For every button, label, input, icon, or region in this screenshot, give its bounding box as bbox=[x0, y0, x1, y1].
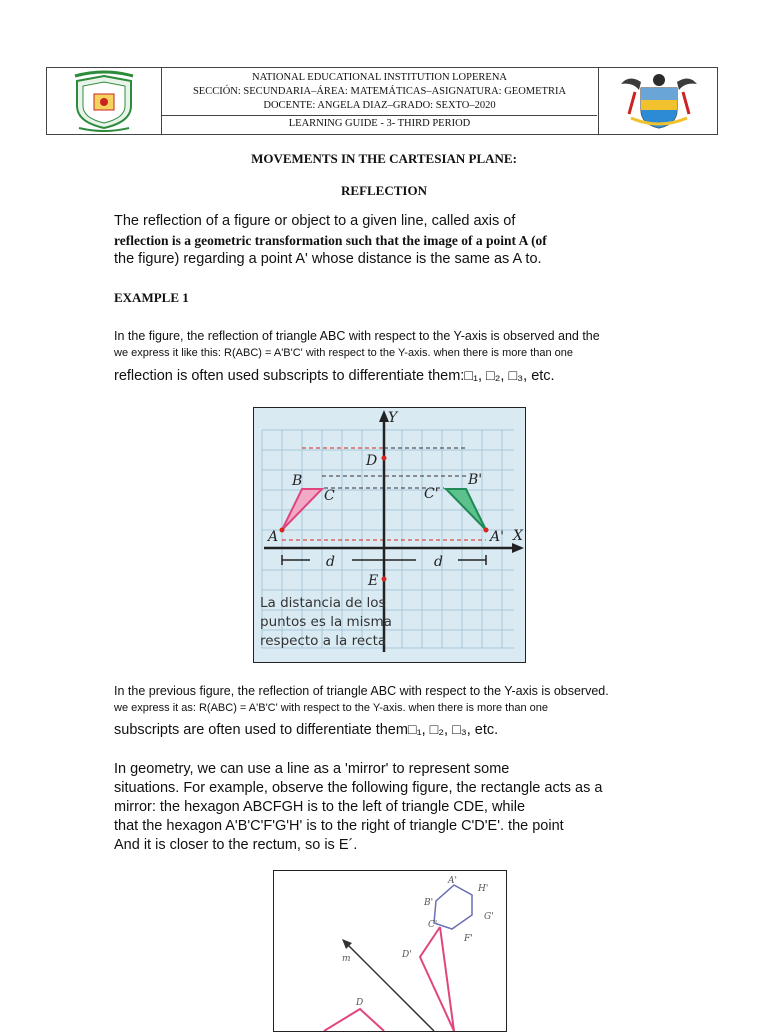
caption-line-1: La distancia de los bbox=[260, 595, 386, 611]
page-title: MOVEMENTS IN THE CARTESIAN PLANE: bbox=[251, 151, 517, 166]
reflection-figure bbox=[253, 407, 526, 663]
point-a bbox=[280, 528, 285, 533]
mirror-line-4: that the hexagon A'B'C'F'G'H' is to the right of triangle C'D'E'. the point bbox=[114, 818, 564, 834]
reflection-graph bbox=[254, 408, 525, 662]
label-b: B bbox=[292, 473, 303, 489]
document-header bbox=[46, 67, 718, 135]
label-a-prime-2: A' bbox=[448, 876, 457, 886]
triangle-prime bbox=[420, 927, 454, 1031]
label-y: Y bbox=[388, 410, 398, 426]
example-heading: EXAMPLE 1 bbox=[114, 290, 189, 305]
school-logo bbox=[47, 68, 162, 134]
example-line-2: we express it like this: R(ABC) = A'B'C' with respect to the Y-axis. when there is more than one bbox=[114, 347, 574, 359]
label-d-right: d bbox=[434, 554, 443, 570]
label-x: X bbox=[513, 528, 523, 544]
label-c: C bbox=[324, 488, 335, 504]
label-b-prime: B' bbox=[468, 472, 483, 488]
label-c-prime-2: C' bbox=[428, 920, 438, 930]
mirror-line-2: situations. For example, observe the following figure, the rectangle acts as a bbox=[114, 780, 603, 796]
label-d: D bbox=[366, 453, 378, 469]
label-a-prime: A' bbox=[490, 529, 504, 545]
header-institution: NATIONAL EDUCATIONAL INSTITUTION LOPERENA bbox=[252, 72, 507, 83]
example-line-1: In the figure, the reflection of triangle ABC with respect to the Y-axis is observed and the bbox=[114, 329, 600, 343]
mirror-figure bbox=[273, 870, 507, 1032]
label-b-prime-2: B' bbox=[424, 898, 434, 908]
label-f-prime: F' bbox=[464, 934, 473, 944]
point-a-prime bbox=[484, 528, 489, 533]
mirror-line-3: mirror: the hexagon ABCFGH is to the left of triangle CDE, while bbox=[114, 799, 526, 815]
caption-line-2: puntos es la misma bbox=[260, 614, 392, 630]
hexagon-prime bbox=[434, 885, 472, 929]
header-guide: LEARNING GUIDE - 3- THIRD PERIOD bbox=[288, 118, 471, 129]
header-divider bbox=[162, 115, 597, 116]
intro-line-2: reflection is a geometric transformation such that the image of a point A (of bbox=[114, 233, 547, 248]
x-axis-arrow bbox=[512, 543, 524, 553]
point-d bbox=[382, 456, 387, 461]
mirror-line-1: In geometry, we can use a line as a 'mirror' to represent some bbox=[114, 761, 510, 777]
mirror-line-5: And it is closer to the rectum, so is E´. bbox=[114, 837, 358, 853]
page-subtitle: REFLECTION bbox=[341, 183, 427, 198]
label-g-prime: G' bbox=[484, 912, 494, 922]
header-text-block bbox=[162, 68, 597, 134]
header-teacher: DOCENTE: ANGELA DIAZ–GRADO: SEXTO–2020 bbox=[263, 100, 496, 111]
triangle-lower bbox=[324, 1009, 384, 1031]
previous-line-2: we express it as: R(ABC) = A'B'C' with respect to the Y-axis. when there is more than one bbox=[114, 702, 548, 714]
label-c-prime: C' bbox=[424, 486, 439, 502]
label-d-prime: D' bbox=[402, 950, 412, 960]
label-e: E bbox=[368, 573, 379, 589]
intro-line-1: The reflection of a figure or object to a given line, called axis of bbox=[114, 213, 516, 229]
intro-line-3: the figure) regarding a point A' whose distance is the same as A to. bbox=[114, 251, 542, 267]
header-section: SECCIÓN: SECUNDARIA–ÁREA: MATEMÁTICAS–ASIGNATURA: GEOMETRIA bbox=[192, 86, 567, 97]
label-d-2: D bbox=[356, 998, 364, 1008]
example-line-3: reflection is often used subscripts to differentiate them:□₁, □₂, □₃, etc. bbox=[114, 368, 555, 384]
label-d-left: d bbox=[326, 554, 335, 570]
point-e bbox=[382, 577, 387, 582]
previous-line-3: subscripts are often used to differentiate them□₁, □₂, □₃, etc. bbox=[114, 722, 499, 738]
label-a: A bbox=[268, 529, 279, 545]
label-h-prime: H' bbox=[478, 884, 489, 894]
caption-line-3: respecto a la recta bbox=[260, 633, 387, 649]
coat-of-arms-logo bbox=[598, 68, 718, 134]
mirror-graph bbox=[274, 871, 506, 1031]
label-m: m bbox=[342, 954, 351, 964]
previous-line-1: In the previous figure, the reflection of triangle ABC with respect to the Y-axis is observed. bbox=[114, 684, 609, 698]
